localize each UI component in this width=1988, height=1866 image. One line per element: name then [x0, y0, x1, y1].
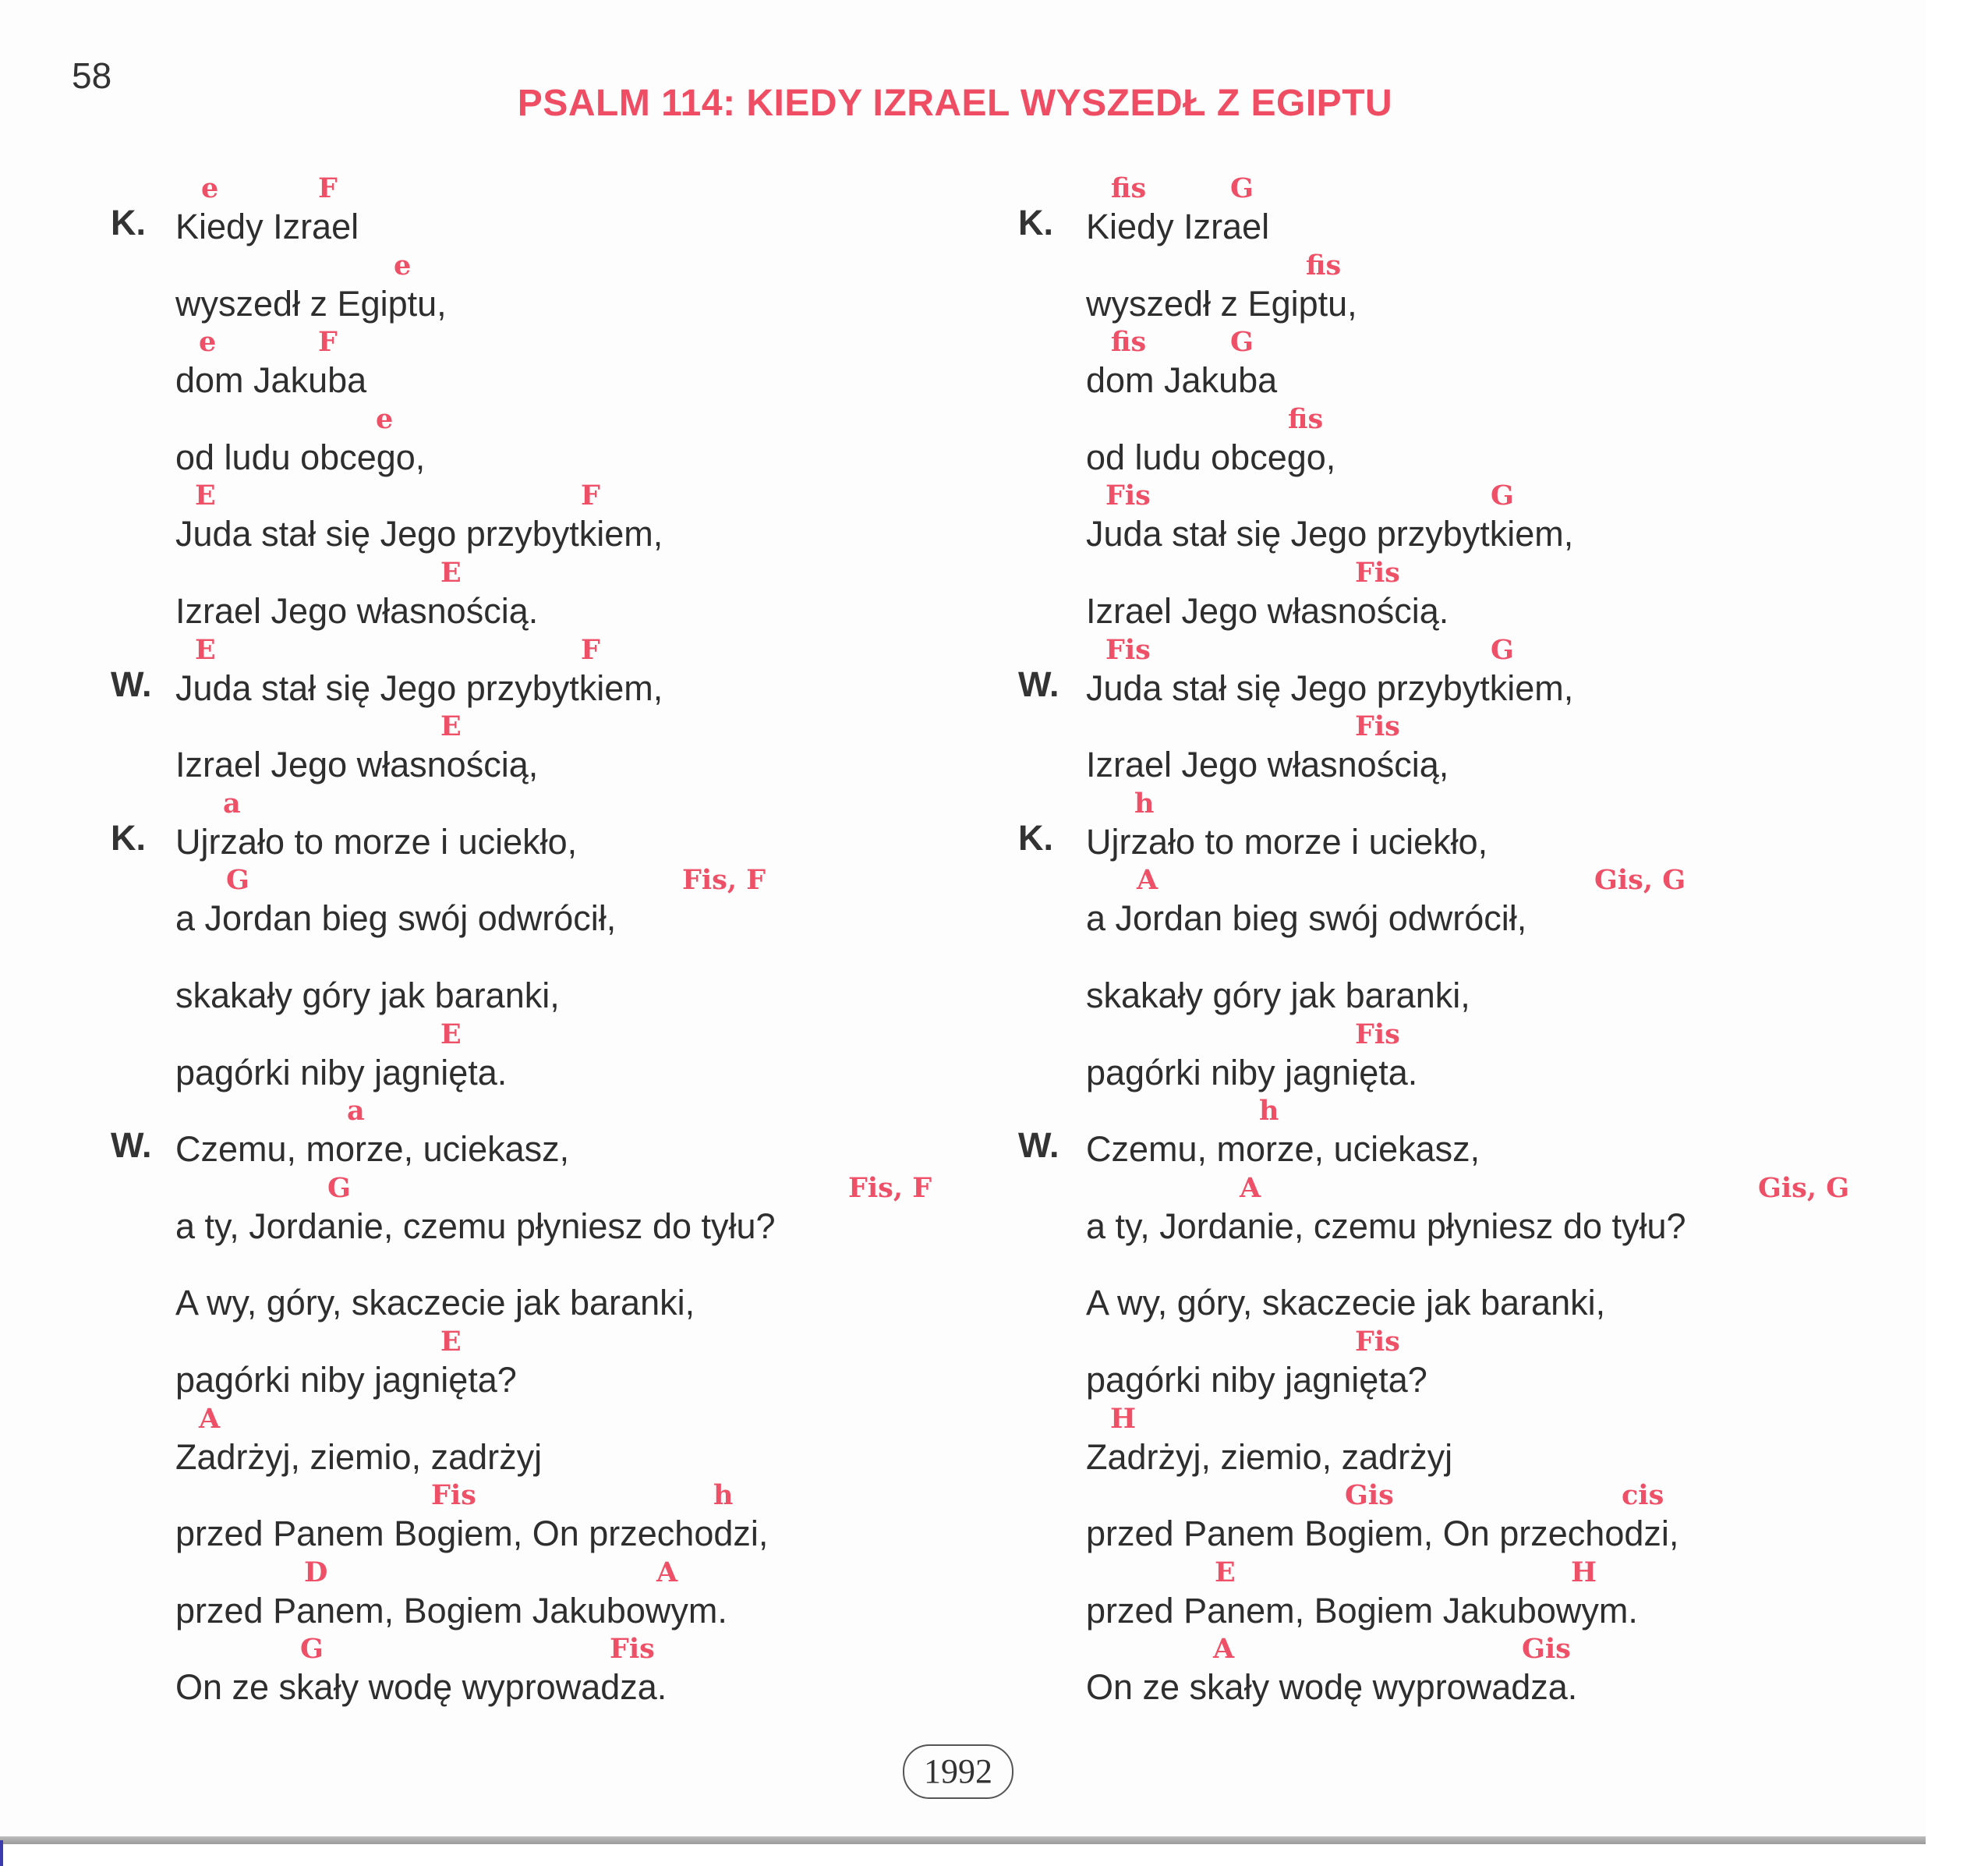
- lyric-line: skakały góry jak baranki,: [175, 975, 560, 1015]
- chord-label: E: [195, 634, 216, 666]
- chord-label: G: [226, 864, 249, 896]
- page-bottom-edge: [0, 1836, 1926, 1844]
- chord-label: e: [394, 250, 412, 281]
- chord-label: G: [1491, 480, 1514, 512]
- chord-label: Fis, F: [848, 1172, 932, 1204]
- chord-label: F: [318, 326, 338, 358]
- lyric-line: On ze skały wodę wyprowadza.: [175, 1667, 667, 1707]
- lyric-line: a ty, Jordanie, czemu płyniesz do tyłu?: [175, 1206, 776, 1246]
- chord-label: H: [1110, 1403, 1137, 1435]
- chord-label: E: [1215, 1556, 1236, 1588]
- chord-label: Fis: [610, 1633, 655, 1665]
- lyric-line: On ze skały wodę wyprowadza.: [1086, 1667, 1578, 1707]
- chord-label: fis: [1306, 250, 1342, 281]
- page-number: 58: [72, 55, 112, 96]
- lyric-line: Juda stał się Jego przybytkiem,: [1086, 668, 1574, 708]
- chord-label: G: [1491, 634, 1514, 666]
- chord-label: H: [1571, 1556, 1597, 1588]
- lyric-line: Ujrzało to morze i uciekło,: [1086, 822, 1488, 862]
- chord-label: G: [1230, 172, 1254, 204]
- chord-label: e: [199, 326, 217, 358]
- cantor-label: K.: [111, 818, 146, 858]
- chord-label: Fis: [1105, 480, 1151, 512]
- scan-margin: [1926, 0, 1988, 1866]
- response-label: W.: [111, 664, 152, 704]
- lyric-line: Kiedy Izrael: [175, 207, 359, 246]
- lyric-line: wyszedł z Egiptu,: [1086, 284, 1357, 324]
- chord-label: A: [1137, 864, 1158, 896]
- lyric-line: przed Panem Bogiem, On przechodzi,: [1086, 1514, 1679, 1553]
- lyric-line: dom Jakuba: [175, 360, 367, 400]
- chord-label: A: [1213, 1633, 1235, 1665]
- chord-label: Fis: [1355, 1326, 1400, 1358]
- lyric-line: pagórki niby jagnięta.: [175, 1053, 508, 1092]
- lyric-line: Izrael Jego własnością.: [175, 591, 539, 631]
- scan-background: [0, 1844, 1988, 1866]
- lyric-line: od ludu obcego,: [175, 437, 426, 477]
- chord-label: F: [581, 480, 600, 512]
- lyric-line: Izrael Jego własnością,: [1086, 745, 1449, 784]
- lyric-line: od ludu obcego,: [1086, 437, 1336, 477]
- lyric-line: A wy, góry, skaczecie jak baranki,: [1086, 1283, 1606, 1322]
- lyric-line: Juda stał się Jego przybytkiem,: [175, 668, 663, 708]
- chord-label: Gis: [1345, 1479, 1394, 1511]
- lyric-line: wyszedł z Egiptu,: [175, 284, 447, 324]
- chord-label: F: [581, 634, 600, 666]
- lyric-line: pagórki niby jagnięta.: [1086, 1053, 1418, 1092]
- chord-label: G: [327, 1172, 351, 1204]
- lyric-line: A wy, góry, skaczecie jak baranki,: [175, 1283, 695, 1322]
- cantor-label: K.: [1018, 203, 1053, 243]
- lyric-line: Juda stał się Jego przybytkiem,: [175, 514, 663, 554]
- response-label: W.: [111, 1125, 152, 1165]
- chord-label: A: [656, 1556, 678, 1588]
- chord-label: G: [1230, 326, 1254, 358]
- lyric-line: przed Panem, Bogiem Jakubowym.: [1086, 1591, 1638, 1631]
- chord-label: Fis: [1355, 557, 1400, 589]
- lyric-line: Zadrżyj, ziemio, zadrżyj: [175, 1437, 543, 1477]
- lyric-line: skakały góry jak baranki,: [1086, 975, 1470, 1015]
- chord-label: G: [300, 1633, 324, 1665]
- lyric-line: Czemu, morze, uciekasz,: [175, 1129, 570, 1169]
- lyric-line: Kiedy Izrael: [1086, 207, 1270, 246]
- chord-label: Fis, F: [682, 864, 766, 896]
- lyric-line: dom Jakuba: [1086, 360, 1278, 400]
- chord-label: E: [440, 1326, 462, 1358]
- lyric-line: Zadrżyj, ziemio, zadrżyj: [1086, 1437, 1453, 1477]
- chord-label: e: [376, 403, 394, 435]
- lyric-line: Juda stał się Jego przybytkiem,: [1086, 514, 1574, 554]
- chord-label: A: [199, 1403, 221, 1435]
- lyric-line: Izrael Jego własnością,: [175, 745, 539, 784]
- lyric-line: Czemu, morze, uciekasz,: [1086, 1129, 1480, 1169]
- response-label: W.: [1018, 664, 1059, 704]
- lyric-line: Izrael Jego własnością.: [1086, 591, 1449, 631]
- chord-label: Fis: [1355, 1018, 1400, 1050]
- response-label: W.: [1018, 1125, 1059, 1165]
- chord-label: Gis, G: [1594, 864, 1686, 896]
- chord-label: E: [440, 710, 462, 742]
- chord-label: h: [1134, 788, 1155, 820]
- lyric-line: pagórki niby jagnięta?: [175, 1360, 517, 1400]
- chord-label: F: [318, 172, 338, 204]
- chord-label: Fis: [1355, 710, 1400, 742]
- lyric-line: przed Panem, Bogiem Jakubowym.: [175, 1591, 727, 1631]
- lyric-line: pagórki niby jagnięta?: [1086, 1360, 1427, 1400]
- chord-label: Fis: [1105, 634, 1151, 666]
- chord-label: E: [195, 480, 216, 512]
- chord-label: a: [223, 788, 241, 820]
- chord-label: h: [1259, 1095, 1279, 1127]
- year-badge: 1992: [903, 1744, 1013, 1799]
- scan-edge-mark: [0, 1840, 3, 1866]
- chord-label: E: [440, 1018, 462, 1050]
- chord-label: Gis, G: [1758, 1172, 1850, 1204]
- chord-label: cis: [1622, 1479, 1664, 1511]
- chord-label: h: [713, 1479, 734, 1511]
- chord-label: fis: [1111, 172, 1147, 204]
- chord-label: A: [1240, 1172, 1261, 1204]
- cantor-label: K.: [1018, 818, 1053, 858]
- chord-label: Fis: [431, 1479, 476, 1511]
- lyric-line: Ujrzało to morze i uciekło,: [175, 822, 578, 862]
- chord-label: a: [347, 1095, 365, 1127]
- cantor-label: K.: [111, 203, 146, 243]
- chord-label: E: [440, 557, 462, 589]
- chord-label: Gis: [1522, 1633, 1571, 1665]
- lyric-line: a Jordan bieg swój odwrócił,: [1086, 898, 1527, 938]
- lyric-line: a Jordan bieg swój odwrócił,: [175, 898, 617, 938]
- chord-label: e: [201, 172, 219, 204]
- chord-label: fis: [1111, 326, 1147, 358]
- chord-label: fis: [1288, 403, 1324, 435]
- lyric-line: a ty, Jordanie, czemu płyniesz do tyłu?: [1086, 1206, 1686, 1246]
- psalm-title: PSALM 114: KIEDY IZRAEL WYSZEDŁ Z EGIPTU: [517, 83, 1393, 124]
- lyric-line: przed Panem Bogiem, On przechodzi,: [175, 1514, 769, 1553]
- chord-label: D: [304, 1556, 328, 1588]
